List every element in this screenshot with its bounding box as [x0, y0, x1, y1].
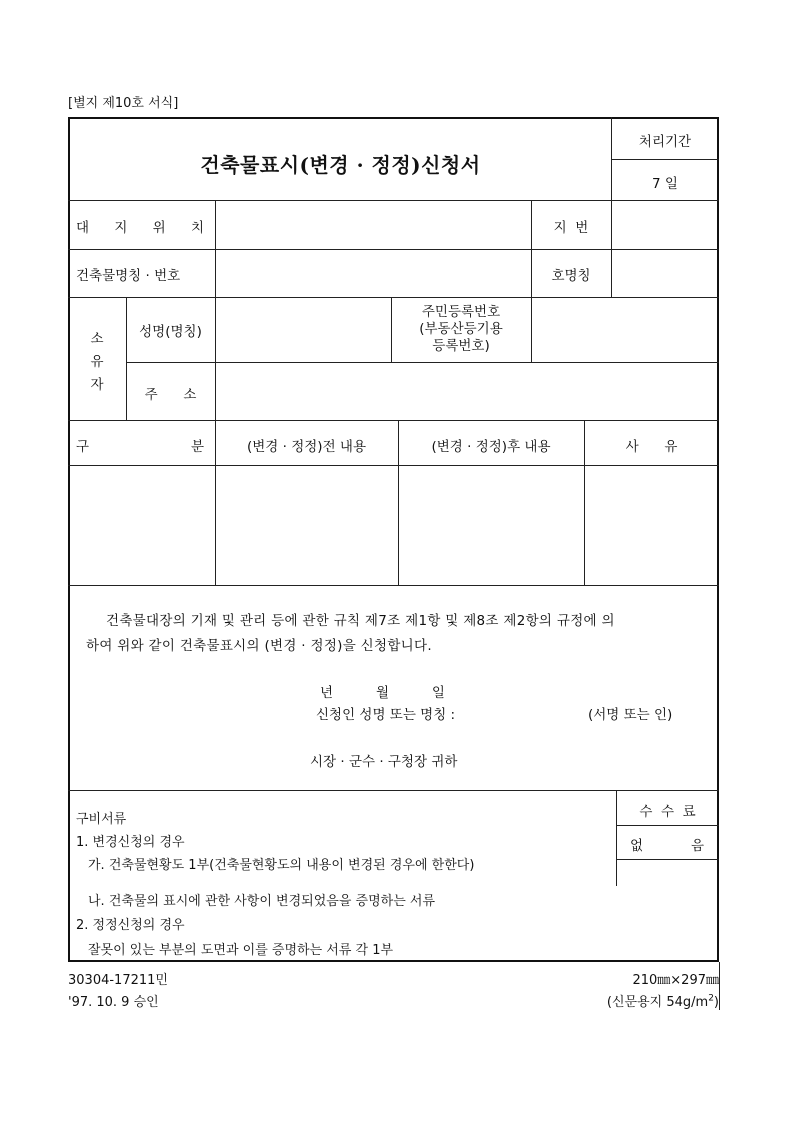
- building-name-label: 건축물명칭 · 번호: [76, 268, 181, 284]
- form-title: 건축물표시(변경 · 정정)신청서: [200, 153, 481, 177]
- form-number: [별지 제10호 서식]: [68, 96, 179, 111]
- owner-address-field[interactable]: [216, 363, 719, 420]
- addressee: 시장 · 군수 · 구청장 귀하: [310, 754, 458, 770]
- statement-line-2: 하여 위와 같이 건축물표시의 (변경 · 정정)을 신청합니다.: [86, 638, 432, 654]
- document-item: 잘못이 있는 부분의 도면과 이를 증명하는 서류 각 1부: [88, 943, 394, 958]
- fee-value: 없 음: [630, 838, 704, 854]
- divider: [616, 859, 719, 860]
- divider: [616, 825, 719, 826]
- document-item: 2. 정정신청의 경우: [76, 918, 185, 933]
- after-content-label: (변경 · 정정)후 내용: [431, 439, 551, 455]
- owner-group-label: 소 유 자: [90, 331, 104, 393]
- divider: [68, 585, 719, 586]
- divider: [611, 159, 719, 160]
- paper-type: (신문용지 $54g/m^2$): [606, 993, 719, 1010]
- applicant-name-label: 신청인 성명 또는 명칭 :: [316, 707, 456, 723]
- signature-label: (서명 또는 인): [588, 707, 673, 723]
- lot-number-label: 지 번: [553, 220, 589, 236]
- category-field[interactable]: [69, 466, 215, 585]
- owner-name-field[interactable]: [216, 298, 391, 362]
- before-content-label: (변경 · 정정)전 내용: [247, 439, 366, 455]
- paper-size: 210㎜×297㎜: [632, 973, 719, 988]
- divider: [68, 420, 719, 421]
- document-item: 가. 건축물현황도 1부(건축물현황도의 내용이 변경된 경우에 한한다): [88, 858, 475, 873]
- building-name-field[interactable]: [216, 250, 531, 297]
- statement-line-1: 건축물대장의 기재 및 관리 등에 관한 규칙 제7조 제1항 및 제8조 제2항의 규정에 의: [106, 613, 615, 629]
- owner-address-label: 주 소: [144, 387, 197, 403]
- owner-name-label: 성명(명칭): [139, 324, 202, 340]
- form-code: 30304-17211민: [68, 973, 168, 988]
- divider: [719, 962, 720, 1010]
- site-location-field[interactable]: [216, 201, 531, 249]
- divider: [68, 790, 719, 791]
- lot-number-field[interactable]: [612, 201, 719, 249]
- required-documents-header: 구비서류: [76, 812, 127, 827]
- before-content-field[interactable]: [216, 466, 398, 585]
- application-date: 년 월 일: [320, 685, 445, 701]
- resident-id-label: 주민등록번호 (부동산등기용 등록번호): [419, 304, 503, 354]
- resident-id-field[interactable]: [532, 298, 719, 362]
- site-location-label: 대 지 위 치: [76, 220, 204, 236]
- document-item: 나. 건축물의 표시에 관한 사항이 변경되었음을 증명하는 서류: [88, 894, 436, 909]
- after-content-field[interactable]: [399, 466, 584, 585]
- fee-label: 수 수 료: [639, 804, 696, 820]
- approval-date: '97. 10. 9 승인: [68, 995, 159, 1010]
- document-item: 1. 변경신청의 경우: [76, 835, 185, 850]
- reason-field[interactable]: [585, 466, 719, 585]
- unit-name-field[interactable]: [612, 250, 719, 297]
- category-label: 구 분: [76, 439, 204, 455]
- unit-name-label: 호명칭: [551, 268, 591, 284]
- reason-label: 사 유: [625, 439, 678, 455]
- processing-period-label: 처리기간: [638, 134, 692, 150]
- processing-period-value: 7 일: [652, 176, 678, 192]
